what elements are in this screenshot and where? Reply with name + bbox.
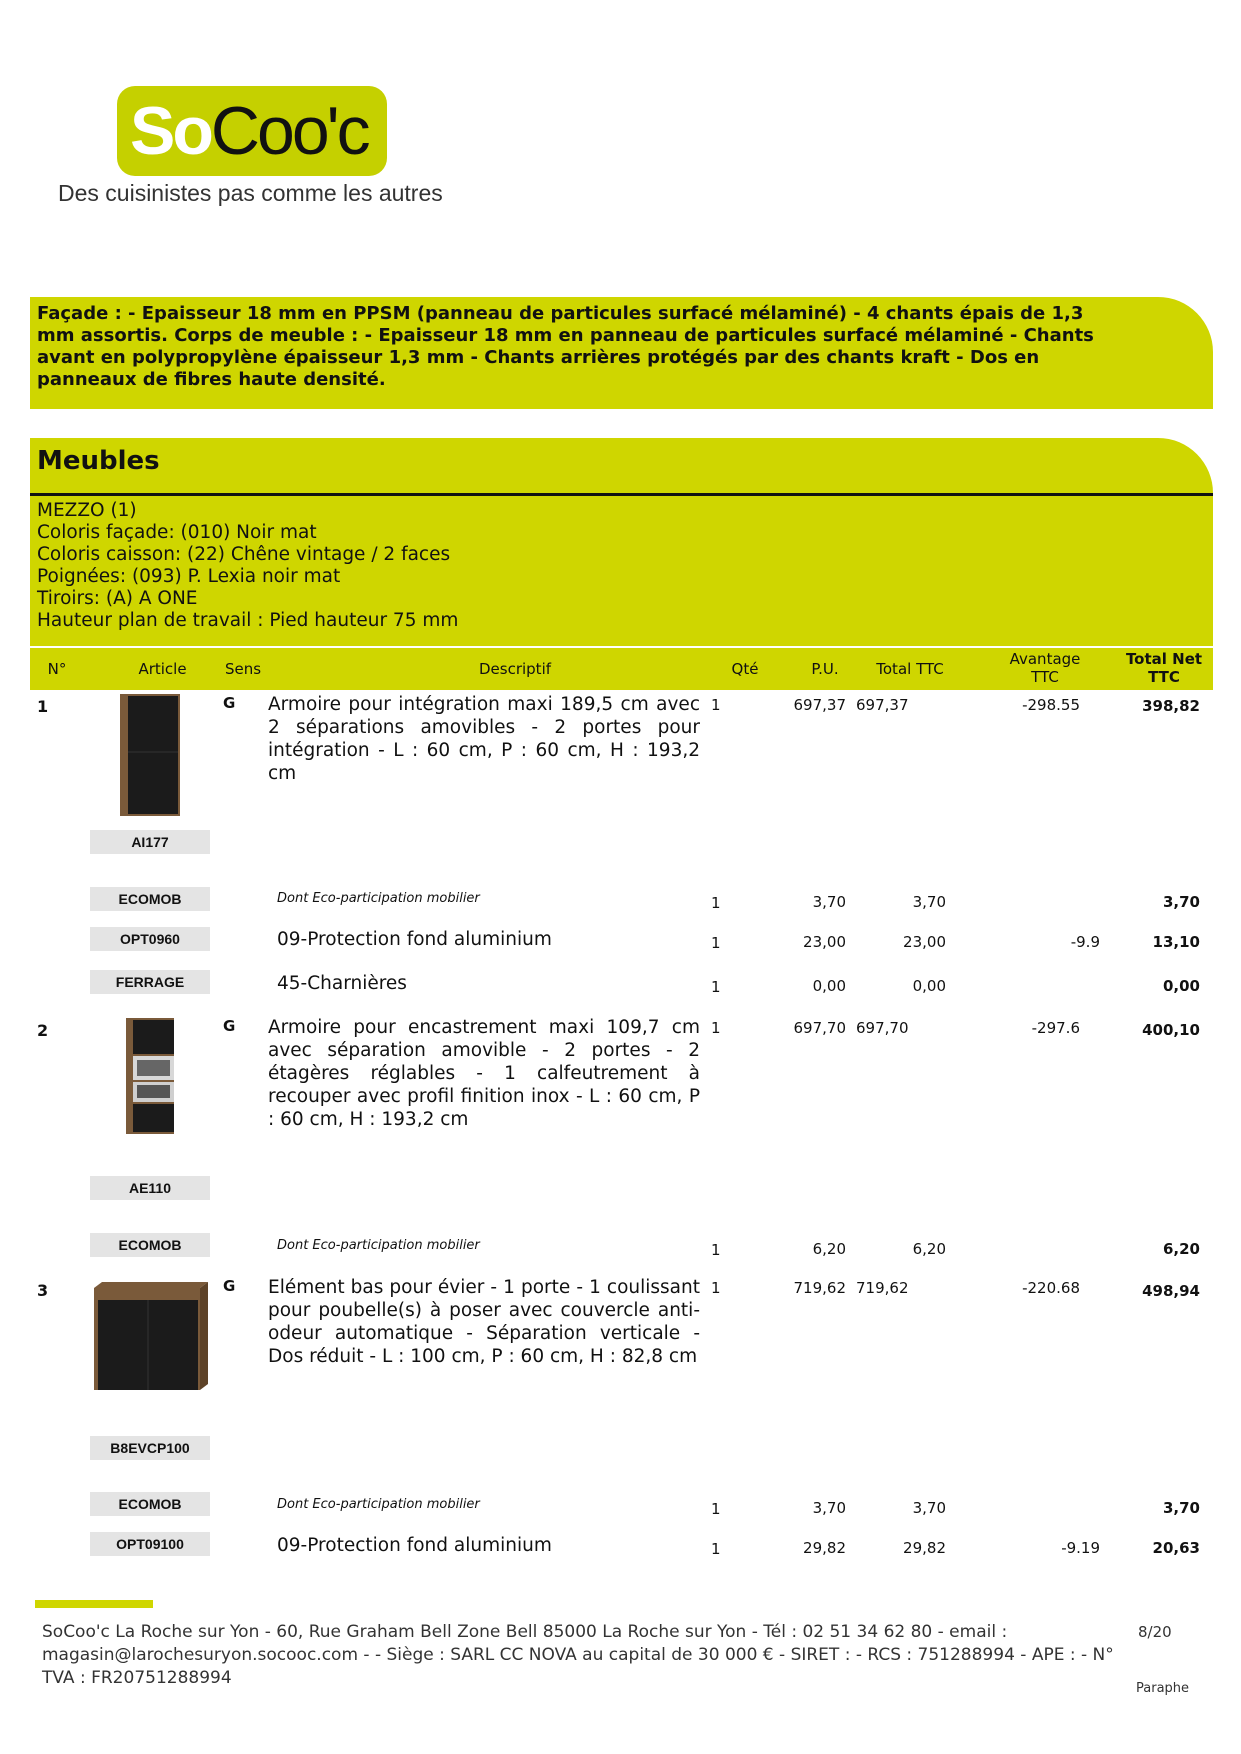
spec-line: Coloris façade: (010) Noir mat	[37, 522, 317, 543]
article-code: OPT09100	[90, 1532, 210, 1556]
article-code: ECOMOB	[90, 887, 210, 911]
section-title: Meubles	[37, 446, 160, 476]
spec-line: Coloris caisson: (22) Chêne vintage / 2 faces	[37, 544, 451, 565]
total-ttc: 719,62	[856, 1279, 909, 1297]
footer-text: SoCoo'c La Roche sur Yon - 60, Rue Graham Bell Zone Bell 85000 La Roche sur Yon - Tél : 02 51 34 62 80 - email : magasin@larochesuryon.socooc.com - - Siège : SARL CC NOVA au capital de 30 000 € - SIRET : - RCS : 751288994 - APE : - N° TVA : FR20751288994	[42, 1622, 1114, 1688]
unit-price: 6,20	[812, 1240, 846, 1258]
table-header	[30, 648, 1213, 690]
article-code: OPT0960	[90, 927, 210, 951]
specs-band	[30, 496, 1213, 646]
qty: 1	[711, 1540, 721, 1558]
header-avantage-ttc: TTC	[1031, 668, 1059, 686]
sens: G	[223, 1017, 236, 1035]
unit-price: 0,00	[812, 977, 846, 995]
qty: 1	[711, 1500, 721, 1518]
eco-label: Dont Eco-participation mobilier	[277, 1238, 480, 1253]
header-avantage: Avantage	[1009, 650, 1081, 668]
spec-line: Tiroirs: (A) A ONE	[37, 588, 198, 609]
total-ttc: 29,82	[903, 1539, 946, 1557]
row-number: 3	[37, 1281, 49, 1300]
item-description: Elément bas pour évier - 1 porte - 1 coulissant pour poubelle(s) à poser avec couvercle anti-odeur automatique - Séparation verticale - Dos réduit - L : 100 cm, P : 60 cm, H : 82,8 cm	[268, 1277, 700, 1367]
footer-accent-bar	[35, 1600, 153, 1608]
header-no: N°	[47, 660, 67, 678]
unit-price: 697,70	[793, 1019, 846, 1037]
materials-band	[30, 297, 1213, 409]
option-label: 09-Protection fond aluminium	[277, 929, 552, 950]
qty: 1	[711, 1241, 721, 1259]
header-descriptif: Descriptif	[478, 660, 552, 678]
unit-price: 697,37	[793, 696, 846, 714]
unit-price: 3,70	[812, 1499, 846, 1517]
option-label: 09-Protection fond aluminium	[277, 1535, 552, 1556]
unit-price: 719,62	[793, 1279, 846, 1297]
option-label: 45-Charnières	[277, 973, 407, 994]
header-qte: Qté	[731, 660, 759, 678]
avantage: -9.9	[1070, 933, 1100, 951]
paraphe-label: Paraphe	[1136, 1681, 1190, 1696]
total-net: 6,20	[1162, 1240, 1200, 1258]
header-total-ttc: Total TTC	[876, 660, 944, 678]
header-pu: P.U.	[811, 660, 839, 678]
sens: G	[223, 694, 236, 712]
qty: 1	[711, 894, 721, 912]
article-code: B8EVCP100	[90, 1436, 210, 1460]
header-sens: Sens	[224, 660, 262, 678]
row-number: 2	[37, 1021, 49, 1040]
header-article: Article	[138, 660, 187, 678]
cabinet-thumbnail	[118, 692, 182, 818]
avantage: -298.55	[1022, 696, 1080, 714]
qty: 1	[711, 696, 721, 714]
qty: 1	[711, 978, 721, 996]
avantage: -220.68	[1022, 1279, 1080, 1297]
article-code: AI177	[90, 830, 210, 854]
row-number: 1	[37, 697, 49, 716]
total-ttc: 697,70	[856, 1019, 909, 1037]
sink-cabinet-thumbnail	[90, 1280, 212, 1392]
total-ttc: 23,00	[903, 933, 946, 951]
materials-description: Façade : - Epaisseur 18 mm en PPSM (panneau de particules surfacé mélaminé) - 4 chants épais de 1,3 mm assortis. Corps de meuble : - Epaisseur 18 mm en panneau de particules surfacé mélaminé - Chants avant en polypropylène épaisseur 1,3 mm - Chants arrières protégés par des chants kraft - Dos en panneaux de fibres haute densité.	[37, 303, 1094, 390]
logo-cooc: Coo'c	[210, 93, 368, 169]
eco-label: Dont Eco-participation mobilier	[277, 891, 480, 906]
total-net: 400,10	[1142, 1021, 1200, 1039]
qty: 1	[711, 934, 721, 952]
logo-so: So	[130, 93, 211, 169]
unit-price: 29,82	[803, 1539, 846, 1557]
article-code: ECOMOB	[90, 1233, 210, 1257]
qty: 1	[711, 1019, 721, 1037]
total-ttc: 3,70	[912, 1499, 946, 1517]
total-net: 0,00	[1162, 977, 1200, 995]
item-description: Armoire pour encastrement maxi 109,7 cm avec séparation amovible - 2 portes - 2 étagères réglables - 1 calfeutrement à recouper avec profil finition inox - L : 60 cm, P : 60 cm, H : 193,2 cm	[268, 1017, 700, 1130]
spec-line: MEZZO (1)	[37, 500, 137, 521]
spec-line: Hauteur plan de travail : Pied hauteur 75 mm	[37, 610, 459, 631]
total-ttc: 697,37	[856, 696, 909, 714]
header-total-net-ttc: TTC	[1148, 668, 1180, 686]
sens: G	[223, 1277, 236, 1295]
article-code: ECOMOB	[90, 1492, 210, 1516]
total-ttc: 6,20	[912, 1240, 946, 1258]
item-description: Armoire pour intégration maxi 189,5 cm avec 2 séparations amovibles - 2 portes pour intégration - L : 60 cm, P : 60 cm, H : 193,2 cm	[268, 694, 700, 784]
page-number: 8/20	[1138, 1623, 1172, 1641]
oven-cabinet-thumbnail	[124, 1016, 176, 1136]
total-net: 20,63	[1152, 1539, 1200, 1557]
unit-price: 23,00	[803, 933, 846, 951]
total-net: 498,94	[1142, 1282, 1200, 1300]
logo	[130, 92, 368, 170]
avantage: -9.19	[1061, 1539, 1100, 1557]
total-ttc: 0,00	[912, 977, 946, 995]
tagline: Des cuisinistes pas comme les autres	[58, 180, 443, 206]
spec-line: Poignées: (093) P. Lexia noir mat	[37, 566, 341, 587]
total-net: 3,70	[1162, 893, 1200, 911]
total-net: 13,10	[1152, 933, 1200, 951]
total-net: 398,82	[1142, 697, 1200, 715]
avantage: -297.6	[1031, 1019, 1080, 1037]
article-code: AE110	[90, 1176, 210, 1200]
total-net: 3,70	[1162, 1499, 1200, 1517]
eco-label: Dont Eco-participation mobilier	[277, 1497, 480, 1512]
qty: 1	[711, 1279, 721, 1297]
header-total-net: Total Net	[1125, 650, 1203, 668]
article-code: FERRAGE	[90, 970, 210, 994]
unit-price: 3,70	[812, 893, 846, 911]
total-ttc: 3,70	[912, 893, 946, 911]
section-header	[30, 438, 1213, 496]
